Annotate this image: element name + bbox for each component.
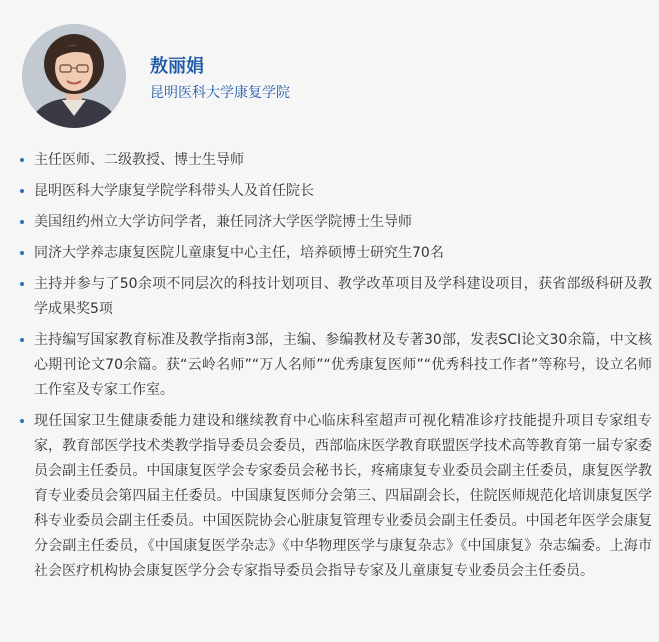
bio-text: 美国纽约州立大学访问学者，兼任同济大学医学院博士生导师 [34, 214, 412, 230]
bullet-icon [20, 220, 24, 224]
list-item [12, 179, 652, 204]
bullet-icon [20, 189, 24, 193]
list-item [12, 210, 652, 235]
list-item [12, 241, 652, 266]
list-item [12, 272, 652, 322]
list-item [12, 328, 652, 403]
list-item [12, 409, 652, 584]
bullet-icon [20, 158, 24, 162]
bullet-icon [20, 282, 24, 286]
bio-list [12, 148, 652, 590]
bullet-icon [20, 251, 24, 255]
bio-text: 主持并参与了50余项不同层次的科技计划项目、教学改革项目及学科建设项目，获省部级科研及教学成果奖5项 [34, 276, 652, 317]
profile-affiliation: 昆明医科大学康复学院 [150, 85, 290, 101]
bio-text: 昆明医科大学康复学院学科带头人及首任院长 [34, 183, 314, 199]
bio-text: 现任国家卫生健康委能力建设和继续教育中心临床科室超声可视化精准诊疗技能提升项目专家组专家，教育部医学技术类教学指导委员会委员，西部临床医学教育联盟医学技术高等教育第一届专家委员会副主任委员。中国康复医学会专家委员会秘书长，疼痛康复专业委员会副主任委员，康复医学教育专业委员会第四届主任委员。中国康复医师分会第三、四届副会长，住院医师规范化培训康复医学科专业委员会副主任委员。中国医院协会心脏康复管理专业委员会副主任委员。中国老年医学会康复分会副主任委员，《中国康复医学杂志》《中华物理医学与康复杂志》《中国康复》杂志编委。上海市社会医疗机构协会康复医学分会专家指导委员会指导专家及儿童康复专业委员会主任委员。 [34, 413, 652, 579]
bullet-icon [20, 419, 24, 423]
list-item [12, 148, 652, 173]
bio-text: 主持编写国家教育标准及教学指南3部，主编、参编教材及专著30部，发表SCI论文30余篇，中文核心期刊论文70余篇。获“云岭名师”“万人名师”“优秀康复医师”“优秀科技工作者”等称号，设立名师工作室及专家工作室。 [34, 332, 652, 398]
profile-name: 敖丽娟 [150, 56, 204, 77]
bio-text: 主任医师、二级教授、博士生导师 [34, 152, 244, 168]
bio-text: 同济大学养志康复医院儿童康复中心主任，培养硕博士研究生70名 [34, 245, 444, 261]
avatar [22, 24, 126, 128]
bullet-icon [20, 338, 24, 342]
